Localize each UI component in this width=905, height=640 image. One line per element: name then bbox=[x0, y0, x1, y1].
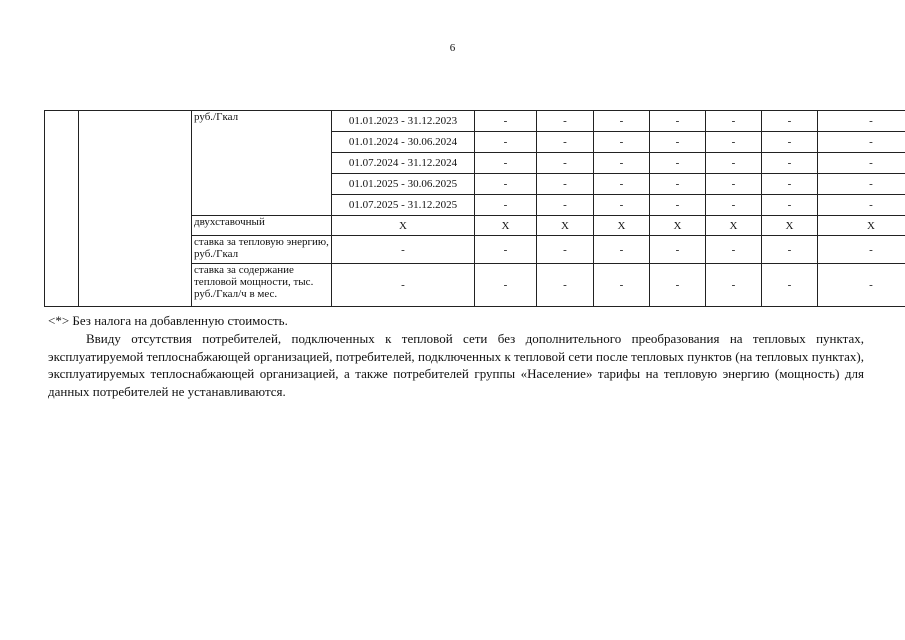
value-cell: - bbox=[537, 132, 594, 153]
value-cell: - bbox=[475, 195, 537, 216]
value-cell: - bbox=[818, 132, 905, 153]
value-cell: - bbox=[762, 236, 818, 264]
value-cell: - bbox=[594, 195, 650, 216]
value-cell: - bbox=[706, 236, 762, 264]
value-cell: - bbox=[594, 111, 650, 132]
value-cell: Х bbox=[762, 216, 818, 236]
tariff-table-body bbox=[45, 111, 905, 307]
value-cell: - bbox=[818, 153, 905, 174]
value-cell: Х bbox=[818, 216, 905, 236]
unit-cell: руб./Гкал bbox=[192, 111, 332, 216]
value-cell: - bbox=[594, 153, 650, 174]
value-cell: - bbox=[762, 264, 818, 307]
value-cell: Х bbox=[332, 216, 475, 236]
value-cell: - bbox=[475, 264, 537, 307]
value-cell: - bbox=[706, 264, 762, 307]
value-cell: - bbox=[332, 264, 475, 307]
empty-cell bbox=[79, 111, 192, 307]
value-cell: - bbox=[818, 236, 905, 264]
value-cell: - bbox=[475, 153, 537, 174]
value-cell: - bbox=[537, 153, 594, 174]
label-cell: двухставочный bbox=[192, 216, 332, 236]
value-cell: - bbox=[650, 195, 706, 216]
tariff-table bbox=[44, 110, 905, 307]
value-cell: - bbox=[706, 153, 762, 174]
body-paragraph: Ввиду отсутствия потребителей, подключенных к тепловой сети без дополнительного преобразования на тепловых пунктах, эксплуатируемой теплоснабжающей организацией, потребителей, подключенных к тепловой сети после тепловых пунктов (на тепловых пунктах), эксплуатируемых теплоснабжающей организацией, а также потребителей группы «Население» тарифы на тепловую энергию (мощность) для данных потребителей не устанавливаются. bbox=[48, 331, 864, 399]
value-cell: - bbox=[475, 132, 537, 153]
value-cell: - bbox=[762, 132, 818, 153]
value-cell: - bbox=[818, 111, 905, 132]
value-cell: - bbox=[706, 111, 762, 132]
period-cell: 01.01.2023 - 31.12.2023 bbox=[332, 111, 475, 132]
value-cell: - bbox=[706, 195, 762, 216]
value-cell: Х bbox=[594, 216, 650, 236]
value-cell: - bbox=[650, 174, 706, 195]
period-cell: 01.01.2025 - 30.06.2025 bbox=[332, 174, 475, 195]
footnote: <*> Без налога на добавленную стоимость. bbox=[48, 313, 288, 328]
table-row bbox=[45, 111, 905, 132]
value-cell: - bbox=[537, 195, 594, 216]
value-cell: - bbox=[818, 264, 905, 307]
value-cell: - bbox=[762, 111, 818, 132]
value-cell: - bbox=[650, 132, 706, 153]
value-cell: - bbox=[594, 132, 650, 153]
value-cell: - bbox=[332, 236, 475, 264]
value-cell: - bbox=[818, 174, 905, 195]
value-cell: - bbox=[762, 153, 818, 174]
label-cell: ставка за тепловую энергию, руб./Гкал bbox=[192, 236, 332, 264]
value-cell: - bbox=[762, 195, 818, 216]
value-cell: - bbox=[818, 195, 905, 216]
value-cell: - bbox=[650, 264, 706, 307]
value-cell: - bbox=[650, 153, 706, 174]
value-cell: - bbox=[537, 111, 594, 132]
value-cell: Х bbox=[537, 216, 594, 236]
value-cell: - bbox=[537, 174, 594, 195]
value-cell: - bbox=[537, 264, 594, 307]
label-cell: ставка за содержание тепловой мощности, тыс. руб./Гкал/ч в мес. bbox=[192, 264, 332, 307]
value-cell: Х bbox=[475, 216, 537, 236]
value-cell: Х bbox=[706, 216, 762, 236]
value-cell: - bbox=[475, 111, 537, 132]
value-cell: - bbox=[706, 132, 762, 153]
period-cell: 01.07.2024 - 31.12.2024 bbox=[332, 153, 475, 174]
page-number: 6 bbox=[449, 42, 456, 54]
period-cell: 01.01.2024 - 30.06.2024 bbox=[332, 132, 475, 153]
empty-cell bbox=[45, 111, 79, 307]
value-cell: - bbox=[762, 174, 818, 195]
value-cell: - bbox=[594, 174, 650, 195]
period-cell: 01.07.2025 - 31.12.2025 bbox=[332, 195, 475, 216]
value-cell: Х bbox=[650, 216, 706, 236]
value-cell: - bbox=[475, 236, 537, 264]
value-cell: - bbox=[706, 174, 762, 195]
value-cell: - bbox=[650, 111, 706, 132]
value-cell: - bbox=[475, 174, 537, 195]
value-cell: - bbox=[650, 236, 706, 264]
value-cell: - bbox=[594, 264, 650, 307]
value-cell: - bbox=[594, 236, 650, 264]
value-cell: - bbox=[537, 236, 594, 264]
